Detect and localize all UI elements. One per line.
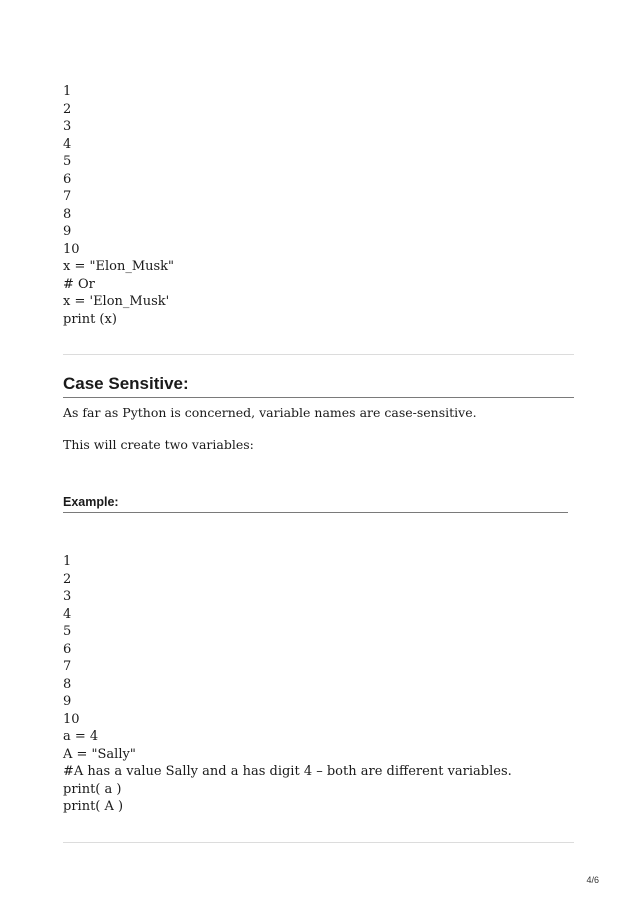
page-number: 4/6 [586, 875, 599, 885]
code-line: x = "Elon_Musk" [63, 259, 175, 274]
code-line: A = "Sally" [63, 746, 136, 762]
divider [63, 842, 574, 843]
section-heading: Case Sensitive: [63, 372, 574, 398]
divider [63, 354, 574, 355]
line-number: 8 [63, 676, 72, 692]
code-line: x = 'Elon_Musk' [63, 294, 170, 309]
line-number: 3 [63, 119, 72, 134]
line-number: 4 [63, 606, 72, 622]
line-number: 2 [63, 571, 72, 587]
code-block-1 [63, 83, 583, 328]
line-number: 10 [63, 241, 80, 257]
paragraph: As far as Python is concerned, variable names are case-sensitive. [63, 405, 477, 420]
line-number: 6 [63, 641, 72, 657]
line-number: 7 [63, 189, 72, 204]
line-number: 6 [63, 171, 72, 187]
line-number: 2 [63, 101, 72, 117]
line-number: 10 [63, 711, 80, 727]
code-line: print( A ) [63, 799, 124, 814]
line-number: 9 [63, 694, 72, 709]
code-line: #A has a value Sally and a has digit 4 – both are different variables. [63, 764, 512, 779]
line-number: 3 [63, 589, 72, 604]
code-line: a = 4 [63, 729, 99, 744]
line-number: 8 [63, 206, 72, 222]
line-number: 1 [63, 554, 72, 569]
code-block-2 [63, 553, 583, 816]
line-number: 4 [63, 136, 72, 152]
example-subheading: Example: [63, 494, 568, 513]
line-number: 5 [63, 154, 72, 169]
paragraph: This will create two variables: [63, 437, 254, 452]
line-number: 5 [63, 624, 72, 639]
line-number: 9 [63, 224, 72, 239]
code-line: print (x) [63, 311, 117, 327]
line-number: 1 [63, 84, 72, 99]
code-line: print( a ) [63, 781, 122, 797]
code-line: # Or [63, 276, 95, 292]
line-number: 7 [63, 659, 72, 674]
